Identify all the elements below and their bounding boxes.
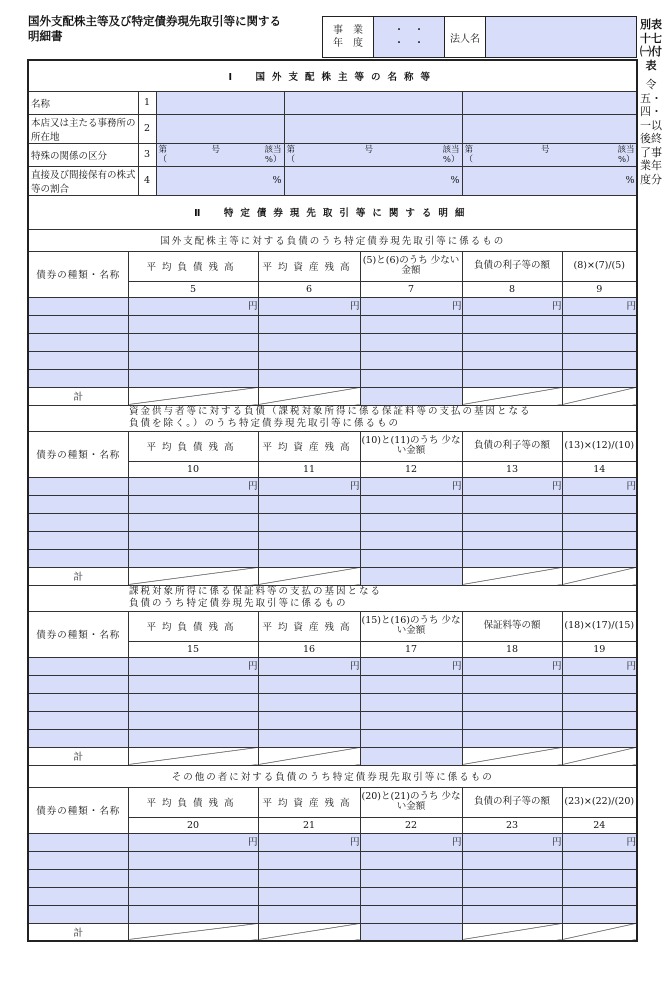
kind-input[interactable]: [28, 477, 128, 495]
amount-input[interactable]: [562, 351, 637, 369]
total-cell: [462, 387, 562, 405]
section2-title: Ⅱ 特定債券現先取引等に関する明細: [28, 195, 637, 229]
amount-input[interactable]: [562, 549, 637, 567]
amount-input[interactable]: [462, 351, 562, 369]
kind-input[interactable]: [28, 369, 128, 387]
kind-input[interactable]: [28, 905, 128, 923]
amount-input[interactable]: [462, 729, 562, 747]
total-cell[interactable]: [360, 567, 462, 585]
amount-input[interactable]: [128, 333, 258, 351]
amount-input[interactable]: [360, 495, 462, 513]
column-number: 16: [258, 641, 360, 657]
column-header: 平均負債残高: [128, 787, 258, 817]
amount-input[interactable]: [128, 905, 258, 923]
column-number: 15: [128, 641, 258, 657]
amount-input[interactable]: 円: [462, 833, 562, 851]
amount-input[interactable]: [128, 315, 258, 333]
amount-input[interactable]: 円: [128, 657, 258, 675]
row-number: 1: [138, 91, 156, 114]
kind-input[interactable]: [28, 513, 128, 531]
amount-input[interactable]: [128, 675, 258, 693]
amount-input[interactable]: [360, 905, 462, 923]
kind-input[interactable]: [28, 495, 128, 513]
column-header: (20)と(21)のうち 少ない金額: [360, 787, 462, 817]
amount-input[interactable]: [128, 549, 258, 567]
kind-input[interactable]: [28, 351, 128, 369]
amount-input[interactable]: [562, 513, 637, 531]
amount-input[interactable]: [462, 315, 562, 333]
amount-input[interactable]: [258, 513, 360, 531]
header-box: [322, 16, 637, 58]
column-header: (8)×(7)/(5): [562, 251, 637, 281]
column-number: 9: [562, 281, 637, 297]
amount-input[interactable]: 円: [562, 833, 637, 851]
kind-header: 債券の種類・名称: [28, 251, 128, 297]
corp-name-label: 法人名: [445, 17, 486, 58]
total-label: 計: [28, 567, 128, 585]
amount-input[interactable]: 円: [462, 297, 562, 315]
amount-input[interactable]: [562, 693, 637, 711]
amount-input[interactable]: [360, 711, 462, 729]
column-number: 14: [562, 461, 637, 477]
amount-input[interactable]: [128, 869, 258, 887]
amount-input[interactable]: [360, 351, 462, 369]
amount-input[interactable]: [360, 729, 462, 747]
section1-row-label: 特殊の関係の区分: [28, 143, 138, 166]
section1-input[interactable]: [156, 114, 284, 143]
total-cell[interactable]: [360, 387, 462, 405]
amount-input[interactable]: [128, 693, 258, 711]
amount-input[interactable]: [562, 315, 637, 333]
total-cell: [128, 567, 258, 585]
amount-input[interactable]: [258, 851, 360, 869]
kind-input[interactable]: [28, 657, 128, 675]
total-cell[interactable]: [360, 747, 462, 765]
amount-input[interactable]: [258, 495, 360, 513]
amount-input[interactable]: 円: [360, 297, 462, 315]
total-cell: [462, 747, 562, 765]
column-header: (18)×(17)/(15): [562, 611, 637, 641]
column-number: 19: [562, 641, 637, 657]
amount-input[interactable]: 円: [258, 657, 360, 675]
amount-input[interactable]: 円: [128, 833, 258, 851]
amount-input[interactable]: [562, 887, 637, 905]
row-number: 2: [138, 114, 156, 143]
column-number: 5: [128, 281, 258, 297]
total-label: 計: [28, 747, 128, 765]
amount-input[interactable]: [128, 495, 258, 513]
amount-input[interactable]: 円: [258, 477, 360, 495]
column-header: 保証料等の額: [462, 611, 562, 641]
column-number: 20: [128, 817, 258, 833]
section1-input[interactable]: [462, 114, 637, 143]
column-number: 8: [462, 281, 562, 297]
fiscal-year-field[interactable]: ・ ・ ・ ・: [374, 17, 445, 58]
main-form: [27, 59, 638, 942]
amount-input[interactable]: [462, 531, 562, 549]
amount-input[interactable]: [128, 711, 258, 729]
column-number: 6: [258, 281, 360, 297]
kind-input[interactable]: [28, 315, 128, 333]
column-header: 平均負債残高: [128, 611, 258, 641]
amount-input[interactable]: [128, 531, 258, 549]
amount-input[interactable]: [128, 369, 258, 387]
amount-input[interactable]: [258, 315, 360, 333]
amount-input[interactable]: [360, 549, 462, 567]
column-header: (5)と(6)のうち 少ない金額: [360, 251, 462, 281]
kind-header: 債券の種類・名称: [28, 431, 128, 477]
amount-input[interactable]: 円: [128, 297, 258, 315]
amount-input[interactable]: [258, 887, 360, 905]
amount-input[interactable]: [562, 333, 637, 351]
amount-input[interactable]: [360, 513, 462, 531]
amount-input[interactable]: [258, 369, 360, 387]
amount-input[interactable]: [462, 495, 562, 513]
amount-input[interactable]: [562, 675, 637, 693]
amount-input[interactable]: [360, 693, 462, 711]
amount-input[interactable]: [128, 887, 258, 905]
column-header: 平均資産残高: [258, 611, 360, 641]
amount-input[interactable]: [562, 905, 637, 923]
total-label: 計: [28, 923, 128, 941]
kind-input[interactable]: [28, 297, 128, 315]
amount-input[interactable]: [462, 711, 562, 729]
section1-row-label: 本店又は主たる事務所の所在地: [28, 114, 138, 143]
amount-input[interactable]: [562, 495, 637, 513]
total-cell: [258, 747, 360, 765]
amount-input[interactable]: [258, 531, 360, 549]
amount-input[interactable]: 円: [360, 657, 462, 675]
amount-input[interactable]: [562, 369, 637, 387]
section1-row-label: 直接及び間接保有の株式等の割合: [28, 166, 138, 195]
total-cell: [258, 387, 360, 405]
total-cell: [562, 387, 637, 405]
total-cell: [462, 567, 562, 585]
amount-input[interactable]: [462, 887, 562, 905]
amount-input[interactable]: 円: [462, 477, 562, 495]
total-cell: [462, 923, 562, 941]
amount-input[interactable]: [258, 333, 360, 351]
amount-input[interactable]: [462, 549, 562, 567]
amount-input[interactable]: 円: [462, 657, 562, 675]
amount-input[interactable]: [562, 851, 637, 869]
amount-input[interactable]: [258, 711, 360, 729]
amount-input[interactable]: [562, 729, 637, 747]
total-cell: [562, 747, 637, 765]
column-number: 13: [462, 461, 562, 477]
column-header: 負債の利子等の額: [462, 251, 562, 281]
section1-input[interactable]: [284, 114, 462, 143]
amount-input[interactable]: [562, 531, 637, 549]
amount-input[interactable]: [562, 869, 637, 887]
kind-input[interactable]: [28, 833, 128, 851]
amount-input[interactable]: [462, 869, 562, 887]
amount-input[interactable]: [462, 851, 562, 869]
amount-input[interactable]: 円: [360, 477, 462, 495]
kind-input[interactable]: [28, 675, 128, 693]
kind-header: 債券の種類・名称: [28, 787, 128, 833]
kind-input[interactable]: [28, 549, 128, 567]
total-cell: [128, 747, 258, 765]
amount-input[interactable]: 円: [562, 657, 637, 675]
amount-input[interactable]: [462, 675, 562, 693]
amount-input[interactable]: [462, 905, 562, 923]
section1-input[interactable]: %: [462, 166, 637, 195]
column-number: 11: [258, 461, 360, 477]
block-heading: その他の者に対する負債のうち特定債券現先取引等に係るもの: [28, 765, 637, 787]
amount-input[interactable]: [360, 531, 462, 549]
amount-input[interactable]: [128, 729, 258, 747]
row-number: 4: [138, 166, 156, 195]
column-number: 7: [360, 281, 462, 297]
amount-input[interactable]: [128, 351, 258, 369]
amount-input[interactable]: [462, 369, 562, 387]
column-number: 21: [258, 817, 360, 833]
column-header: 平均資産残高: [258, 431, 360, 461]
amount-input[interactable]: 円: [360, 833, 462, 851]
kind-input[interactable]: [28, 729, 128, 747]
kind-header: 債券の種類・名称: [28, 611, 128, 657]
section1-title: Ⅰ 国外支配株主等の名称等: [28, 60, 637, 91]
amount-input[interactable]: [258, 729, 360, 747]
amount-input[interactable]: [258, 675, 360, 693]
amount-input[interactable]: [258, 905, 360, 923]
form-title: 国外支配株主等及び特定債券現先取引等に関する 明細書: [28, 14, 281, 43]
amount-input[interactable]: 円: [258, 297, 360, 315]
total-cell: [128, 923, 258, 941]
kind-input[interactable]: [28, 851, 128, 869]
total-label: 計: [28, 387, 128, 405]
column-header: 負債の利子等の額: [462, 431, 562, 461]
section1-input[interactable]: %: [284, 166, 462, 195]
section1-input[interactable]: 第 号 該当 （ %）: [156, 143, 284, 166]
amount-input[interactable]: [360, 369, 462, 387]
amount-input[interactable]: [258, 549, 360, 567]
kind-input[interactable]: [28, 693, 128, 711]
section1-input[interactable]: 第 号 該当 （ %）: [284, 143, 462, 166]
column-header: 平均負債残高: [128, 431, 258, 461]
amount-input[interactable]: [462, 693, 562, 711]
amount-input[interactable]: [360, 315, 462, 333]
column-number: 12: [360, 461, 462, 477]
side-label: 別表十七㈠付表 令五・四・一以後終了事業年度分: [640, 18, 662, 186]
amount-input[interactable]: [462, 333, 562, 351]
kind-input[interactable]: [28, 711, 128, 729]
column-header: (10)と(11)のうち 少ない金額: [360, 431, 462, 461]
column-number: 23: [462, 817, 562, 833]
amount-input[interactable]: [258, 351, 360, 369]
section1-input[interactable]: [462, 91, 637, 114]
block-heading: 資金供与者等に対する負債（課税対象所得に係る保証料等の支払の基因となる 負債を除く。）のうち特定債券現先取引等に係るもの: [28, 405, 637, 431]
amount-input[interactable]: 円: [128, 477, 258, 495]
column-number: 22: [360, 817, 462, 833]
row-number: 3: [138, 143, 156, 166]
amount-input[interactable]: [128, 851, 258, 869]
amount-input[interactable]: [462, 513, 562, 531]
section1-input[interactable]: 第 号 該当 （ %）: [462, 143, 637, 166]
amount-input[interactable]: [360, 869, 462, 887]
column-header: (15)と(16)のうち 少ない金額: [360, 611, 462, 641]
section1-input[interactable]: [156, 91, 284, 114]
section1-input[interactable]: [284, 91, 462, 114]
amount-input[interactable]: [360, 675, 462, 693]
amount-input[interactable]: [562, 711, 637, 729]
section1-input[interactable]: %: [156, 166, 284, 195]
column-number: 17: [360, 641, 462, 657]
column-header: 平均負債残高: [128, 251, 258, 281]
column-header: 平均資産残高: [258, 787, 360, 817]
column-number: 18: [462, 641, 562, 657]
amount-input[interactable]: 円: [258, 833, 360, 851]
amount-input[interactable]: 円: [562, 297, 637, 315]
amount-input[interactable]: [360, 851, 462, 869]
column-header: 負債の利子等の額: [462, 787, 562, 817]
column-header: (13)×(12)/(10): [562, 431, 637, 461]
kind-input[interactable]: [28, 869, 128, 887]
section1-row-label: 名称: [28, 91, 138, 114]
fiscal-year-label: 事 業 年 度: [323, 17, 374, 58]
corp-name-field[interactable]: [486, 17, 637, 58]
column-number: 24: [562, 817, 637, 833]
total-cell: [258, 567, 360, 585]
amount-input[interactable]: 円: [562, 477, 637, 495]
column-number: 10: [128, 461, 258, 477]
column-header: 平均資産残高: [258, 251, 360, 281]
amount-input[interactable]: [360, 333, 462, 351]
total-cell[interactable]: [360, 923, 462, 941]
total-cell: [562, 923, 637, 941]
block-heading: 課税対象所得に係る保証料等の支払の基因となる 負債のうち特定債券現先取引等に係るもの: [28, 585, 637, 611]
amount-input[interactable]: [258, 869, 360, 887]
block-heading: 国外支配株主等に対する負債のうち特定債券現先取引等に係るもの: [28, 229, 637, 251]
kind-input[interactable]: [28, 333, 128, 351]
total-cell: [562, 567, 637, 585]
kind-input[interactable]: [28, 887, 128, 905]
amount-input[interactable]: [258, 693, 360, 711]
amount-input[interactable]: [360, 887, 462, 905]
column-header: (23)×(22)/(20): [562, 787, 637, 817]
amount-input[interactable]: [128, 513, 258, 531]
total-cell: [258, 923, 360, 941]
total-cell: [128, 387, 258, 405]
kind-input[interactable]: [28, 531, 128, 549]
